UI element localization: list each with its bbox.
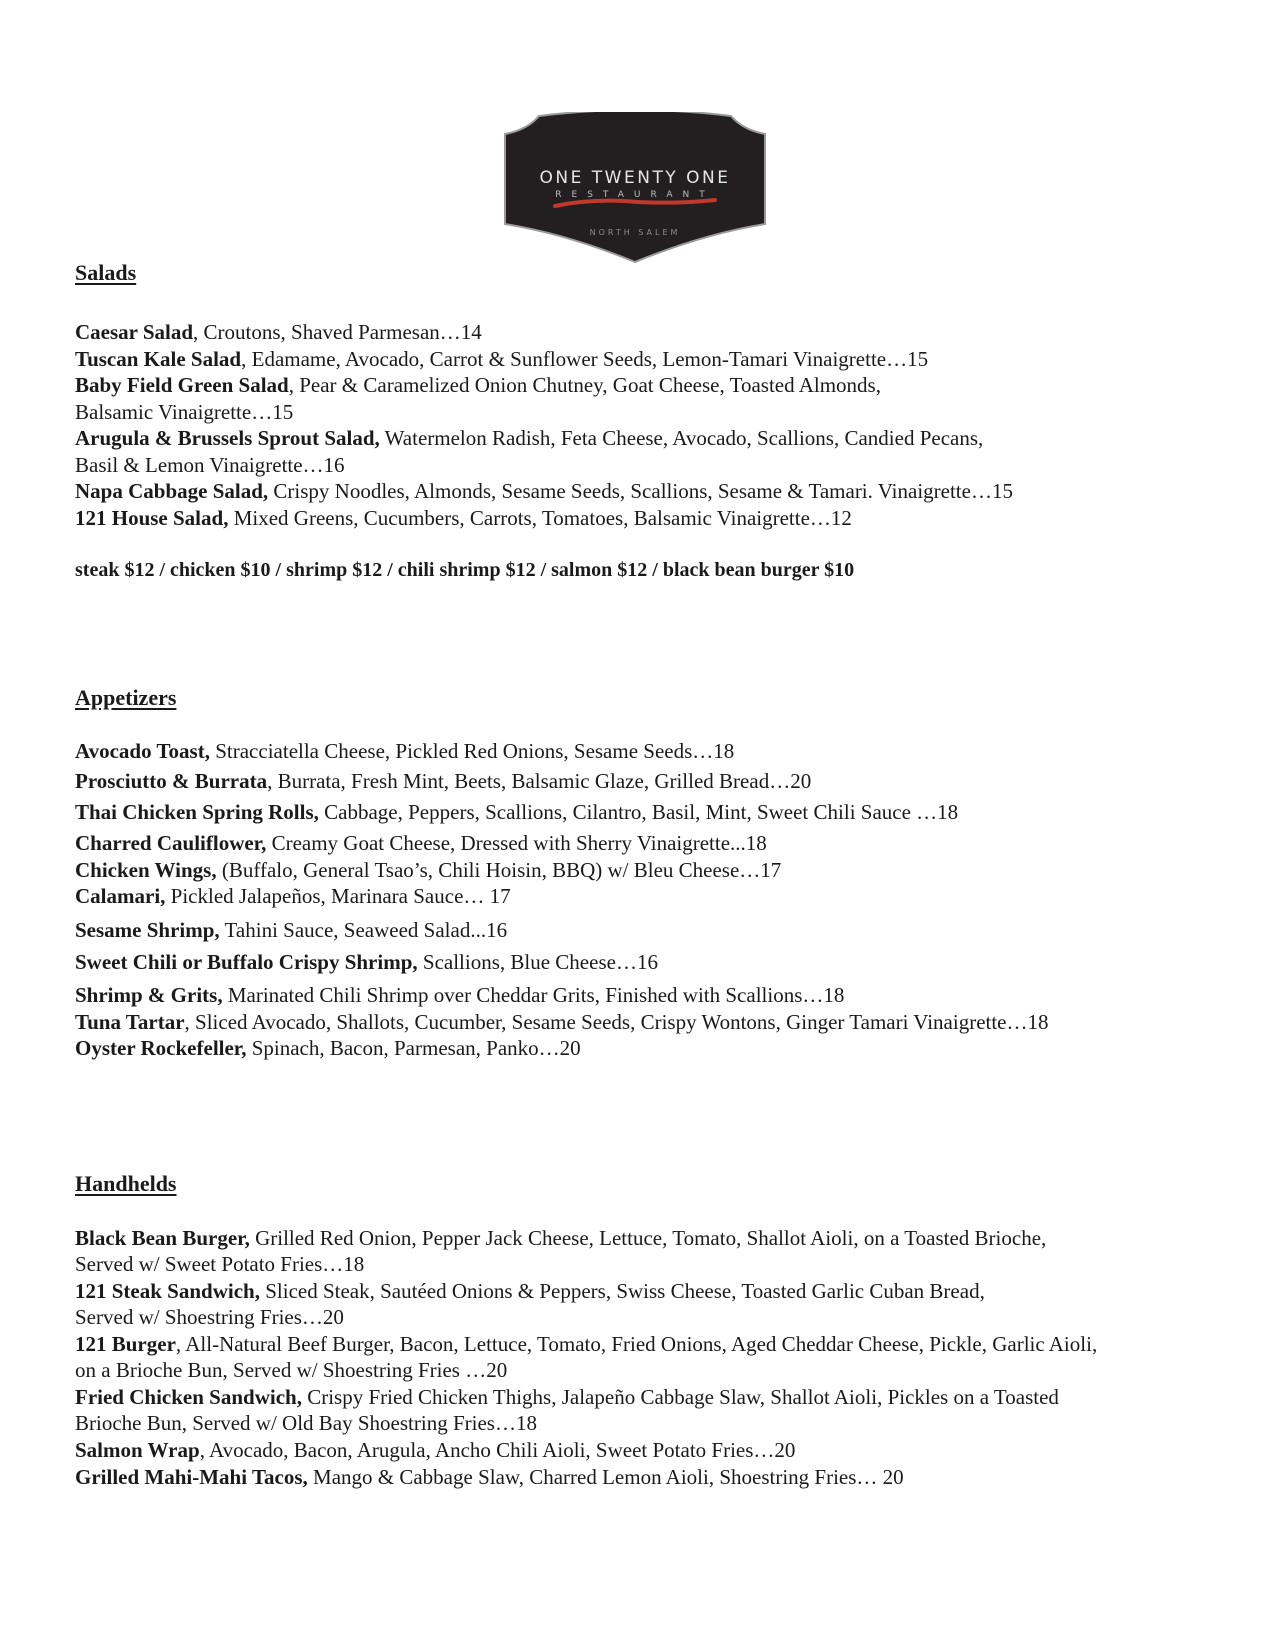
menu-item-continuation: Balsamic Vinaigrette…15 — [75, 400, 294, 424]
item-description: , Sliced Avocado, Shallots, Cucumber, Sesame Seeds, Crispy Wontons, Ginger Tamari Vinaigrette…18 — [184, 1010, 1049, 1034]
menu-item-continuation: Brioche Bun, Served w/ Old Bay Shoestring Fries…18 — [75, 1411, 537, 1435]
item-name: Tuscan Kale Salad — [75, 347, 242, 371]
menu-item-continuation: Served w/ Sweet Potato Fries…18 — [75, 1252, 365, 1276]
item-name: Charred Cauliflower, — [75, 831, 267, 855]
item-description: Crispy Noodles, Almonds, Sesame Seeds, Scallions, Sesame & Tamari. Vinaigrette…15 — [268, 479, 1013, 503]
item-description: (Buffalo, General Tsao’s, Chili Hoisin, BBQ) w/ Bleu Cheese…17 — [216, 858, 782, 882]
menu-item-tuna-tartar — [75, 1012, 1049, 1033]
item-name: Avocado Toast, — [75, 739, 210, 763]
item-name: Baby Field Green Salad — [75, 373, 289, 397]
menu-item-prosciutto-burrata — [75, 771, 811, 792]
section-title-appetizers: Appetizers — [75, 685, 177, 710]
menu-item-caesar-salad — [75, 322, 482, 343]
item-description: , Avocado, Bacon, Arugula, Ancho Chili Aioli, Sweet Potato Fries…20 — [199, 1438, 796, 1462]
item-name: Shrimp & Grits, — [75, 983, 223, 1007]
item-name: Napa Cabbage Salad, — [75, 479, 269, 503]
menu-item-black-bean-burger — [75, 1228, 1046, 1249]
item-description: Stracciatella Cheese, Pickled Red Onions, Sesame Seeds…18 — [209, 739, 735, 763]
logo-name: ONE TWENTY ONE — [539, 168, 731, 188]
item-name: Calamari, — [75, 884, 166, 908]
item-name: Arugula & Brussels Sprout Salad, — [75, 426, 380, 450]
logo-location: NORTH SALEM — [589, 228, 681, 237]
item-name: Sesame Shrimp, — [75, 918, 220, 942]
item-description: , Pear & Caramelized Onion Chutney, Goat Cheese, Toasted Almonds, — [288, 373, 881, 397]
item-description: , Croutons, Shaved Parmesan…14 — [193, 320, 482, 344]
item-name: Tuna Tartar — [75, 1010, 185, 1034]
menu-item-continuation: on a Brioche Bun, Served w/ Shoestring Fries …20 — [75, 1358, 508, 1382]
item-name: Fried Chicken Sandwich, — [75, 1385, 302, 1409]
menu-item-baby-field-green-salad — [75, 375, 881, 396]
item-description: Watermelon Radish, Feta Cheese, Avocado, Scallions, Candied Pecans, — [379, 426, 984, 450]
menu-item-sesame-shrimp — [75, 920, 507, 941]
item-description: Sliced Steak, Sautéed Onions & Peppers, Swiss Cheese, Toasted Garlic Cuban Bread, — [259, 1279, 985, 1303]
salad-protein-addons: steak $12 / chicken $10 / shrimp $12 / chili shrimp $12 / salmon $12 / black bean burger $10 — [75, 559, 855, 581]
menu-item-oyster-rockefeller — [75, 1038, 581, 1059]
item-description: Mixed Greens, Cucumbers, Carrots, Tomatoes, Balsamic Vinaigrette…12 — [228, 506, 852, 530]
item-name: Prosciutto & Burrata — [75, 769, 268, 793]
item-name: 121 Steak Sandwich, — [75, 1279, 260, 1303]
item-description: Grilled Red Onion, Pepper Jack Cheese, Lettuce, Tomato, Shallot Aioli, on a Toasted Brioche, — [249, 1226, 1047, 1250]
item-description: Mango & Cabbage Slaw, Charred Lemon Aioli, Shoestring Fries… 20 — [307, 1465, 904, 1489]
restaurant-logo — [503, 112, 767, 264]
menu-item-salmon-wrap — [75, 1440, 795, 1461]
item-description: Creamy Goat Cheese, Dressed with Sherry Vinaigrette...18 — [266, 831, 767, 855]
menu-item-121-steak-sandwich — [75, 1281, 985, 1302]
item-description: Pickled Jalapeños, Marinara Sauce… 17 — [165, 884, 511, 908]
menu-item-avocado-toast — [75, 741, 734, 762]
item-name: Thai Chicken Spring Rolls, — [75, 800, 319, 824]
menu-item-calamari — [75, 886, 511, 907]
item-description: Cabbage, Peppers, Scallions, Cilantro, Basil, Mint, Sweet Chili Sauce …18 — [318, 800, 959, 824]
item-name: Oyster Rockefeller, — [75, 1036, 247, 1060]
item-name: Caesar Salad — [75, 320, 194, 344]
menu-item-charred-cauliflower — [75, 833, 767, 854]
menu-item-arugula-brussels-sprout-salad — [75, 428, 983, 449]
item-description: Tahini Sauce, Seaweed Salad...16 — [219, 918, 508, 942]
menu-item-shrimp-grits — [75, 985, 844, 1006]
item-description: Crispy Fried Chicken Thighs, Jalapeño Cabbage Slaw, Shallot Aioli, Pickles on a Toasted — [301, 1385, 1059, 1409]
item-name: 121 House Salad, — [75, 506, 229, 530]
logo-badge-shape — [503, 112, 767, 264]
item-name: 121 Burger — [75, 1332, 176, 1356]
section-title-salads: Salads — [75, 260, 137, 285]
section-title-handhelds: Handhelds — [75, 1171, 177, 1196]
logo-subtitle: RESTAURANT — [555, 190, 715, 200]
menu-item-grilled-mahi-mahi-tacos — [75, 1467, 904, 1488]
menu-item-chicken-wings — [75, 860, 781, 881]
menu-item-continuation: Served w/ Shoestring Fries…20 — [75, 1305, 344, 1329]
menu-item-121-burger — [75, 1334, 1097, 1355]
item-name: Chicken Wings, — [75, 858, 217, 882]
item-description: , All-Natural Beef Burger, Bacon, Lettuce, Tomato, Fried Onions, Aged Cheddar Cheese, Pickle, Garlic Aioli, — [175, 1332, 1098, 1356]
item-name: Sweet Chili or Buffalo Crispy Shrimp, — [75, 950, 418, 974]
menu-item-crispy-shrimp — [75, 952, 658, 973]
item-description: Marinated Chili Shrimp over Cheddar Grits, Finished with Scallions…18 — [222, 983, 845, 1007]
item-description: , Burrata, Fresh Mint, Beets, Balsamic Glaze, Grilled Bread…20 — [267, 769, 812, 793]
item-name: Salmon Wrap — [75, 1438, 200, 1462]
item-description: Scallions, Blue Cheese…16 — [417, 950, 658, 974]
item-description: Spinach, Bacon, Parmesan, Panko…20 — [246, 1036, 581, 1060]
menu-item-121-house-salad — [75, 508, 852, 529]
menu-item-napa-cabbage-salad — [75, 481, 1013, 502]
menu-item-fried-chicken-sandwich — [75, 1387, 1059, 1408]
item-name: Grilled Mahi-Mahi Tacos, — [75, 1465, 308, 1489]
menu-item-thai-chicken-spring-rolls — [75, 802, 958, 823]
item-description: , Edamame, Avocado, Carrot & Sunflower Seeds, Lemon-Tamari Vinaigrette…15 — [241, 347, 929, 371]
item-name: Black Bean Burger, — [75, 1226, 250, 1250]
menu-item-tuscan-kale-salad — [75, 349, 928, 370]
menu-item-continuation: Basil & Lemon Vinaigrette…16 — [75, 453, 345, 477]
